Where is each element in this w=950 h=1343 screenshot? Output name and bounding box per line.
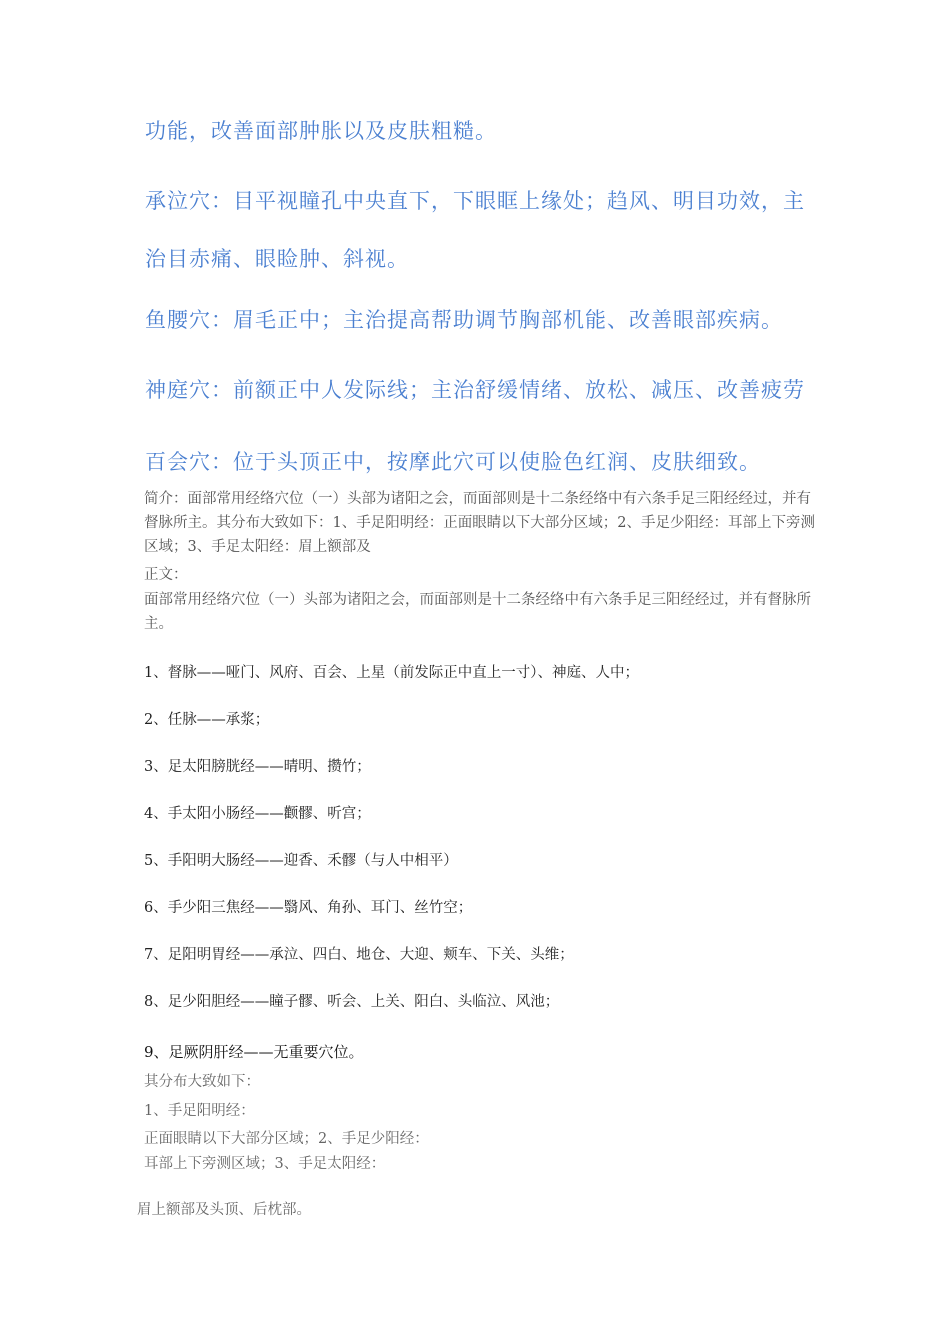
distribution-intro: 其分布大致如下： bbox=[144, 1074, 260, 1090]
distribution-line: 眉上额部及头顶、后枕部。 bbox=[137, 1202, 311, 1218]
blue-paragraph: 百会穴：位于头顶正中，按摩此穴可以使脸色红润、皮肤细致。 bbox=[145, 450, 761, 474]
meridian-item: 3、足太阳膀胱经——晴明、攒竹； bbox=[144, 759, 371, 775]
meridian-item: 7、足阳明胃经——承泣、四白、地仓、大迎、颊车、下关、头维； bbox=[144, 947, 574, 963]
meridian-item: 8、足少阳胆经——瞳子髎、听会、上关、阳白、头临泣、风池； bbox=[144, 994, 560, 1010]
meridian-item: 9、足厥阴肝经——无重要穴位。 bbox=[144, 1043, 364, 1061]
blue-paragraph: 功能，改善面部肿胀以及皮肤粗糙。 bbox=[145, 119, 497, 143]
distribution-line: 正面眼睛以下大部分区域；2、手足少阳经： bbox=[144, 1131, 429, 1147]
body-label: 正文： bbox=[144, 567, 188, 583]
meridian-item: 6、手少阳三焦经——翳风、角孙、耳门、丝竹空； bbox=[144, 900, 473, 916]
blue-paragraph: 鱼腰穴：眉毛正中；主治提高帮助调节胸部机能、改善眼部疾病。 bbox=[145, 308, 783, 332]
meridian-item: 4、手太阳小肠经——颧髎、听宫； bbox=[144, 806, 371, 822]
distribution-line: 1、手足阳明经： bbox=[144, 1103, 255, 1119]
meridian-item: 2、任脉——承浆； bbox=[144, 712, 270, 728]
summary-text: 简介：面部常用经络穴位（一）头部为诸阳之会，而面部则是十二条经络中有六条手足三阳经经过，并有督脉所主。其分布大致如下：1、手足阳明经：正面眼睛以下大部分区域；2、手足少阳经：耳部上下旁测区域；3、手足太阳经：眉上额部及 bbox=[144, 491, 815, 555]
blue-paragraph: 承泣穴：目平视瞳孔中央直下，下眼眶上缘处；趋风、明目功效，主治目赤痛、眼睑肿、斜视。 bbox=[145, 189, 805, 271]
blue-paragraph: 神庭穴：前额正中人发际线；主治舒缓情绪、放松、减压、改善疲劳 bbox=[145, 378, 805, 402]
body-intro: 面部常用经络穴位（一）头部为诸阳之会，而面部则是十二条经络中有六条手足三阳经经过，并有督脉所主。 bbox=[144, 592, 811, 632]
distribution-line: 耳部上下旁测区域；3、手足太阳经： bbox=[144, 1156, 386, 1172]
meridian-item: 5、手阳明大肠经——迎香、禾髎（与人中相平） bbox=[144, 853, 458, 869]
meridian-item: 1、督脉——哑门、风府、百会、上星（前发际正中直上一寸）、神庭、人中； bbox=[144, 665, 639, 681]
